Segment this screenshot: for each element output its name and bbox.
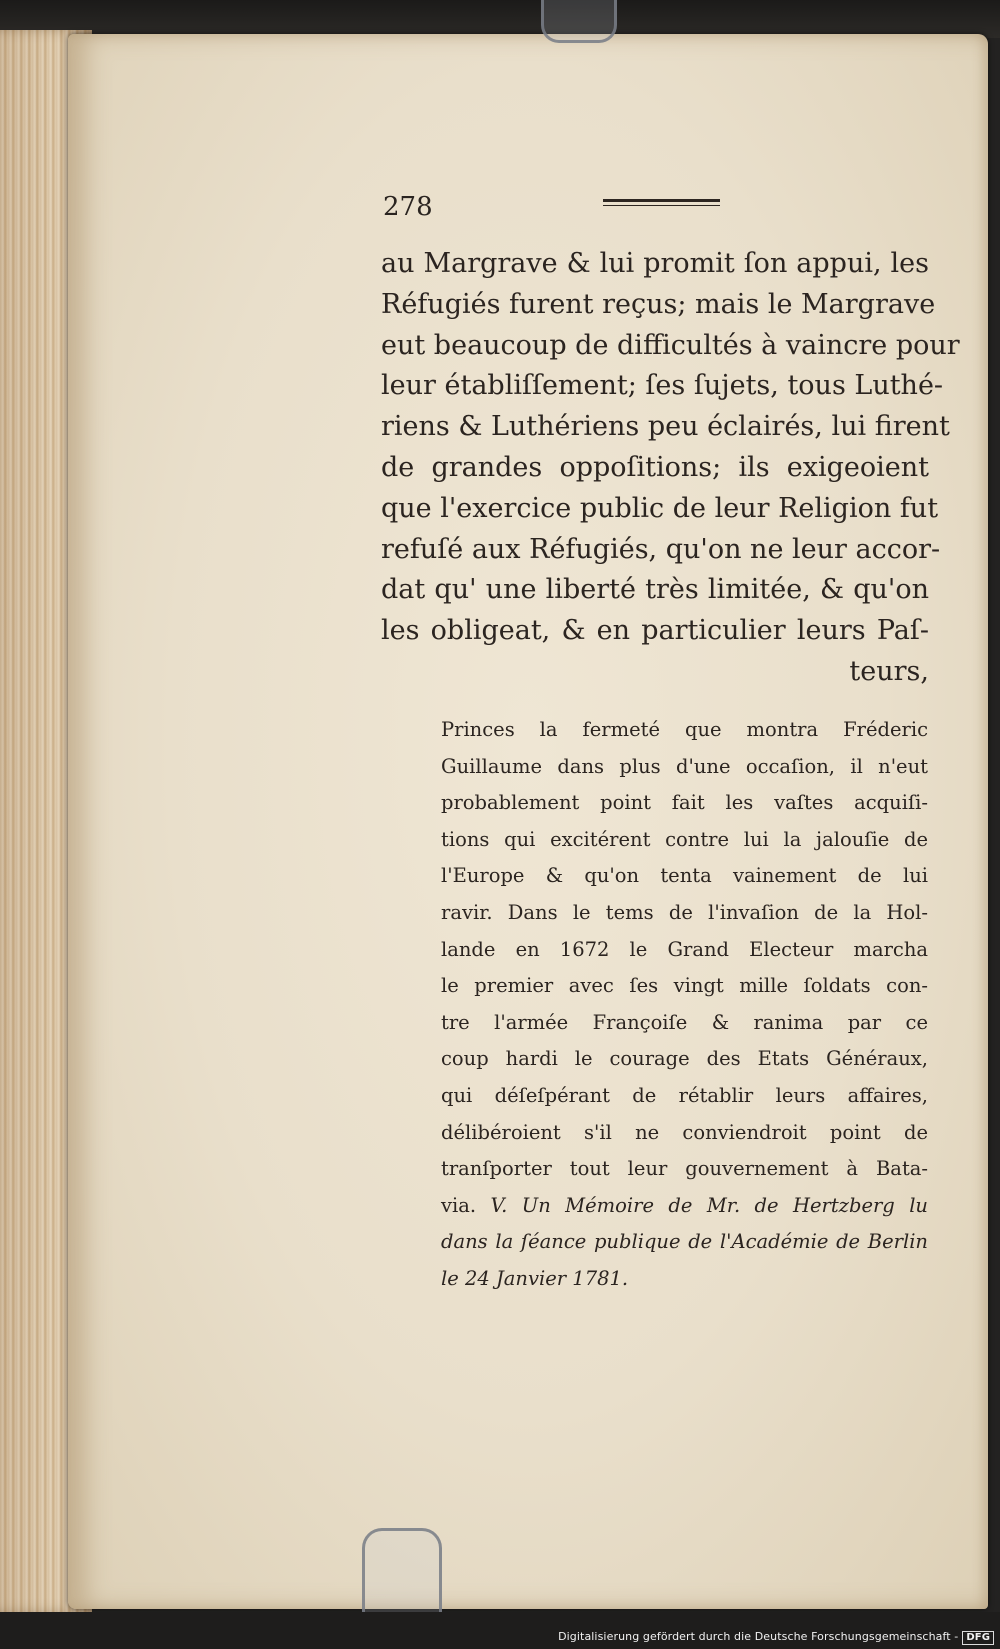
footnote-line: Guillaume dans plus d'une occaſion, il n'eut [441,754,928,778]
body-text [381,244,960,693]
page-number: 278 [383,192,433,222]
footnote-reference: V. Un Mémoire de Mr. de Hertzberg lu [490,1193,928,1217]
body-line: riens & Luthériens peu éclairés, lui firent [381,411,950,443]
footnote-line: tre l'armée Françoiſe & ranima par ce [441,1010,928,1034]
footnote-line: tions qui excitérent contre lui la jalouſie de [441,827,928,851]
top-clamp-icon [541,0,617,43]
footnote-via: via. [441,1193,477,1217]
header-rule [603,199,720,206]
footnote-line: coup hardi le courage des Etats Généraux, [441,1047,928,1071]
footnote-line: l'Europe & qu'on tenta vainement de lui [441,864,928,888]
body-line: les obligeat, & en particulier leurs Paſ- [381,615,929,647]
credit-text: Digitalisierung gefördert durch die Deutsche Forschungsgemeinschaft - [558,1630,959,1643]
body-line: au Margrave & lui promit ſon appui, les [381,248,929,279]
body-line: dat qu' une liberté très limitée, & qu'on [381,574,929,606]
footnote-line: Princes la fermeté que montra Fréderic [441,718,928,741]
body-line: refuſé aux Réfugiés, qu'on ne leur accor- [381,533,941,565]
bottom-background [0,1612,1000,1649]
body-line: que l'exercice public de leur Religion fut [381,492,939,524]
body-line: leur établiſſement; ſes ſujets, tous Luthé- [381,370,944,402]
footnote-line-with-reference [441,1188,928,1225]
footnote-line: le premier avec ſes vingt mille ſoldats con- [441,974,928,998]
footnote-line: ravir. Dans le tems de l'invaſion de la Hol- [441,900,928,924]
digitization-credit [558,1630,994,1645]
footnote [441,712,928,1298]
footnote-reference-line: le 24 Janvier 1781. [441,1266,629,1290]
footnote-line: lande en 1672 le Grand Electeur marcha [441,937,928,961]
body-line: Réfugiés furent reçus; mais le Margrave [381,288,936,320]
top-background [0,0,1000,38]
dfg-logo-icon: DFG [962,1631,994,1645]
footnote-line: probablement point fait les vaſtes acquiſi- [441,791,928,815]
footnote-line: qui déſeſpérant de rétablir leurs affaires, [441,1083,928,1107]
body-line-catchword: teurs, [849,655,929,687]
footnote-line: délibéroient s'il ne conviendroit point de [441,1120,928,1144]
body-line: de grandes oppoſitions; ils exigeoient [381,451,929,483]
footnote-line: tranſporter tout leur gouvernement à Bata- [441,1157,928,1181]
body-line: eut beaucoup de difficultés à vaincre pour [381,329,960,361]
footnote-reference-line: dans la ſéance publique de l'Académie de Berlin [441,1230,928,1254]
